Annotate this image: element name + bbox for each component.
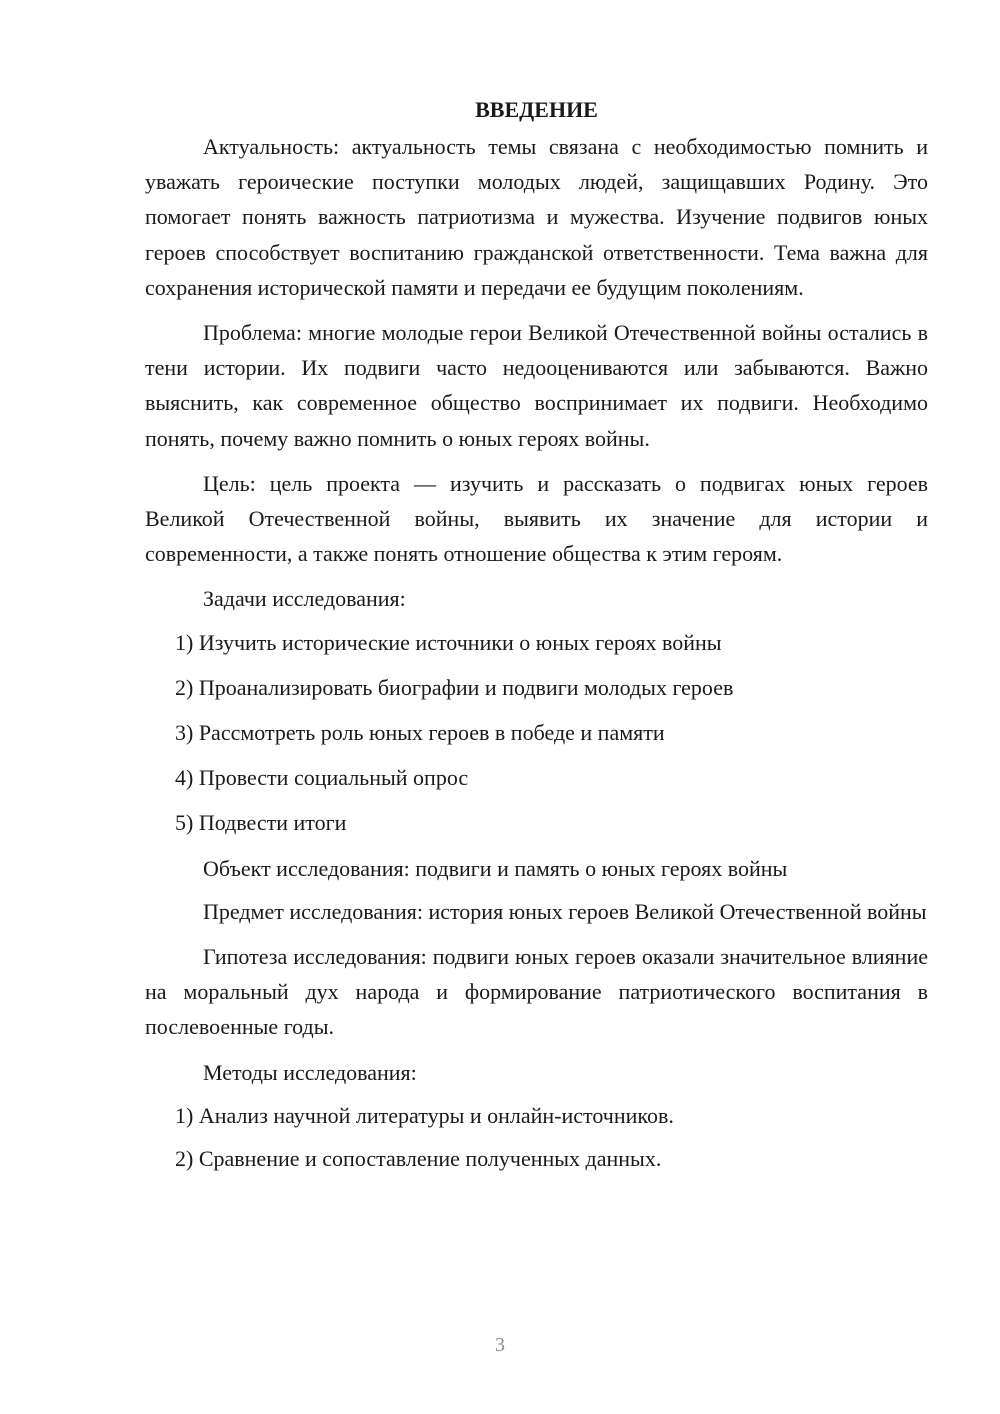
methods-label: Методы исследования: [203, 1059, 417, 1085]
list-item: 2) Сравнение и сопоставление полученных данных. [175, 1146, 662, 1172]
tasks-label: Задачи исследования: [203, 586, 406, 612]
list-item: 4) Провести социальный опрос [175, 765, 469, 791]
methods-list [145, 1098, 928, 1176]
relevance-paragraph: Актуальность: актуальность темы связана с необходимостью помнить и уважать героические поступки молодых людей, защищавших Родину. Это помогает понять важность патриотизма и мужества. Изучение подвигов юных героев способствует воспитанию гражданской ответственности. Тема важна для сохранения исторической памяти и передачи ее будущим поколениям. [145, 134, 928, 300]
list-item: 5) Подвести итоги [175, 810, 347, 836]
section-heading: ВВЕДЕНИЕ [475, 97, 598, 122]
problem-paragraph: Проблема: многие молодые герои Великой Отечественной войны остались в тени истории. Их подвиги часто недооцениваются или забываются. Важно выяснить, как современное общество воспринимает их подвиги. Необходимо понять, почему важно помнить о юных героях войны. [145, 320, 928, 451]
subject-paragraph: Предмет исследования: история юных героев Великой Отечественной войны [203, 898, 927, 924]
list-item: 1) Изучить исторические источники о юных героях войны [175, 629, 722, 655]
page-number: 3 [495, 1334, 505, 1356]
tasks-list [145, 625, 928, 841]
list-item: 2) Проанализировать биографии и подвиги молодых героев [175, 674, 734, 700]
list-item: 1) Анализ научной литературы и онлайн-источников. [175, 1102, 674, 1128]
document-page [145, 92, 928, 1184]
object-paragraph: Объект исследования: подвиги и память о юных героях войны [203, 855, 788, 881]
goal-paragraph: Цель: цель проекта — изучить и рассказать о подвигах юных героев Великой Отечественной войны, выявить их значение для истории и современности, а также понять отношение общества к этим героям. [145, 470, 928, 567]
list-item: 3) Рассмотреть роль юных героев в победе и памяти [175, 720, 665, 746]
hypothesis-paragraph: Гипотеза исследования: подвиги юных героев оказали значительное влияние на моральный дух народа и формирование патриотического воспитания в послевоенные годы. [145, 944, 928, 1040]
